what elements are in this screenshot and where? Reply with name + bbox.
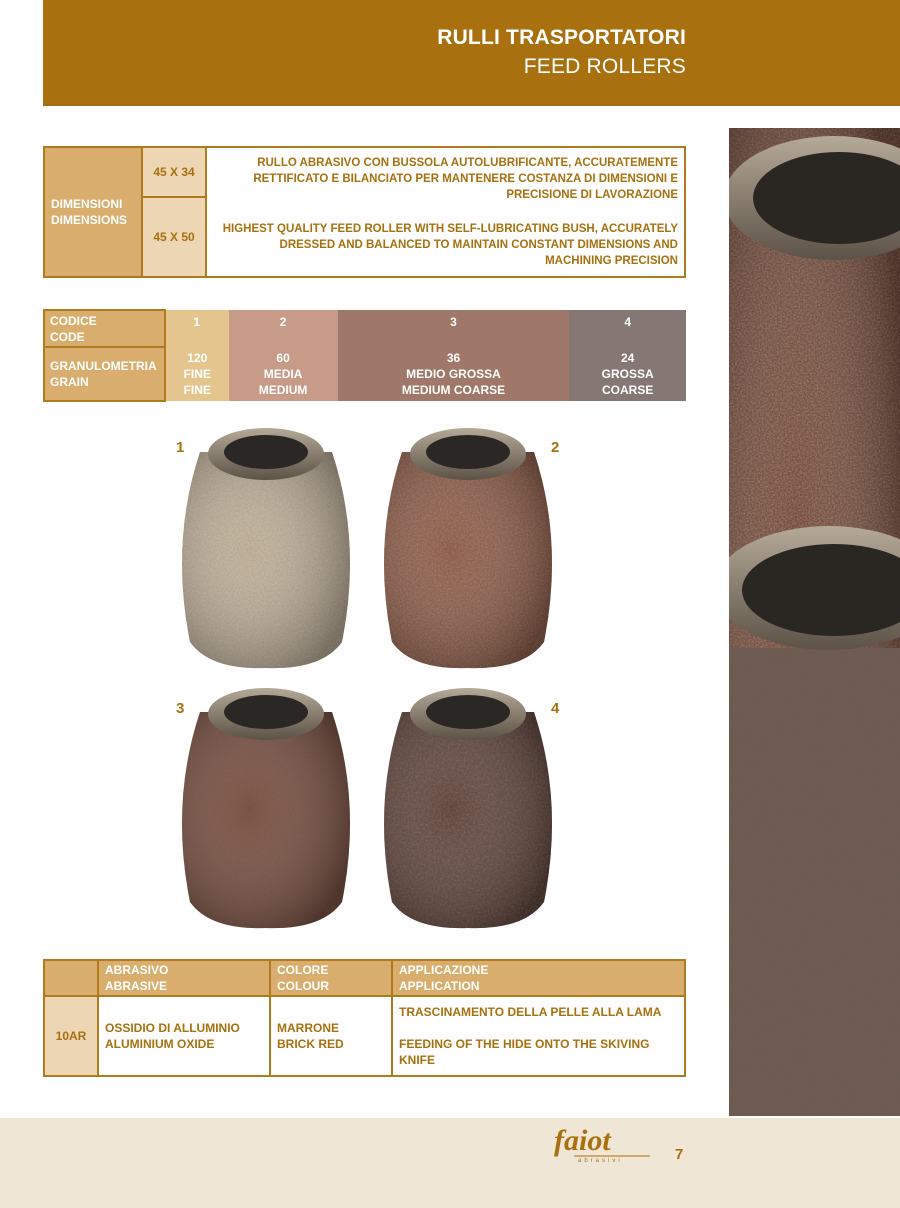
colour-header	[270, 960, 392, 996]
colour-value-en: BRICK RED	[277, 1037, 344, 1051]
code-cell: 3	[338, 310, 570, 347]
code-cell: 1	[165, 310, 229, 347]
svg-text:abrasivi: abrasivi	[578, 1158, 623, 1164]
colour-header-it: COLORE	[277, 963, 329, 977]
roller-photo-2	[372, 422, 564, 670]
faiot-logo	[552, 1124, 656, 1164]
dimensions-label	[44, 147, 142, 277]
grain-table	[43, 309, 686, 402]
size-cell: 45 X 50	[142, 197, 206, 277]
abrasive-table	[43, 959, 686, 1077]
grain-name-en: FINE	[183, 383, 211, 397]
colour-value	[270, 996, 392, 1076]
grain-name-en: MEDIUM	[258, 383, 308, 397]
grain-name-it: GROSSA	[601, 367, 654, 381]
grain-value: 60	[276, 351, 290, 365]
dimensions-label-en: DIMENSIONS	[51, 213, 128, 227]
grain-name-it: MEDIA	[263, 367, 303, 381]
abrasive-code: 10AR	[44, 996, 98, 1076]
roller-photo-1	[170, 422, 362, 670]
roller-photo-3	[170, 682, 362, 930]
photo-label-1: 1	[176, 439, 185, 456]
page-header	[43, 0, 900, 106]
grain-name-it: MEDIO GROSSA	[406, 367, 501, 381]
dimensions-table	[43, 146, 686, 278]
roller-photo-4	[372, 682, 564, 930]
description-en: HIGHEST QUALITY FEED ROLLER WITH SELF-LUBRICATING BUSH, ACCURATELY DRESSED AND BALANCED TO MAINTAIN CONSTANT DIMENSIONS AND MACHINING PRECISION	[222, 223, 678, 267]
abrasive-value-it: OSSIDIO DI ALLUMINIO	[105, 1021, 240, 1035]
description-cell	[206, 147, 685, 277]
empty-header	[44, 960, 98, 996]
colour-header-en: COLOUR	[277, 979, 329, 993]
grain-label	[44, 347, 165, 401]
grain-value: 24	[621, 351, 635, 365]
page-number: 7	[675, 1146, 684, 1163]
abrasive-header-en: ABRASIVE	[105, 979, 168, 993]
photo-label-4: 4	[551, 700, 560, 717]
application-value	[392, 996, 685, 1076]
page-footer	[0, 1118, 900, 1208]
grain-label-en: GRAIN	[50, 375, 89, 389]
code-label	[44, 310, 165, 347]
abrasive-header-it: ABRASIVO	[105, 963, 169, 977]
roller-closeup-image	[729, 128, 900, 1116]
page-subtitle: FEED ROLLERS	[523, 55, 686, 78]
grain-value: 120	[187, 351, 208, 365]
photo-label-2: 2	[551, 439, 560, 456]
code-label-en: CODE	[50, 329, 85, 344]
grain-label-it: GRANULOMETRIA	[50, 359, 157, 373]
grain-cell	[229, 347, 338, 401]
description-it: RULLO ABRASIVO CON BUSSOLA AUTOLUBRIFICANTE, ACCURATEMENTE RETTIFICATO E BILANCIATO PER MANTENERE COSTANZA DI DIMENSIONI E PRECISIONE DI LAVORAZIONE	[253, 157, 678, 201]
abrasive-value-en: ALUMINIUM OXIDE	[105, 1037, 215, 1051]
size-cell: 45 X 34	[142, 147, 206, 197]
grain-cell	[338, 347, 570, 401]
application-value-en: FEEDING OF THE HIDE ONTO THE SKIVING KNIFE	[399, 1037, 650, 1067]
application-header-it: APPLICAZIONE	[399, 963, 489, 977]
grain-name-en: COARSE	[602, 383, 654, 397]
grain-value: 36	[446, 351, 461, 365]
grain-cell	[569, 347, 686, 401]
application-header	[392, 960, 685, 996]
svg-text:faiot: faiot	[554, 1124, 611, 1157]
photo-label-3: 3	[176, 700, 185, 717]
dimensions-label-it: DIMENSIONI	[51, 197, 123, 211]
abrasive-value	[98, 996, 270, 1076]
page-title: RULLI TRASPORTATORI	[437, 26, 686, 49]
application-value-it: TRASCINAMENTO DELLA PELLE ALLA LAMA	[399, 1005, 662, 1019]
code-label-it: CODICE	[50, 313, 97, 328]
abrasive-header	[98, 960, 270, 996]
grain-name-it: FINE	[183, 367, 211, 381]
application-header-en: APPLICATION	[399, 979, 480, 993]
code-cell: 2	[229, 310, 338, 347]
colour-value-it: MARRONE	[277, 1021, 339, 1035]
grain-name-en: MEDIUM COARSE	[401, 383, 506, 397]
code-cell: 4	[569, 310, 686, 347]
grain-cell	[165, 347, 229, 401]
